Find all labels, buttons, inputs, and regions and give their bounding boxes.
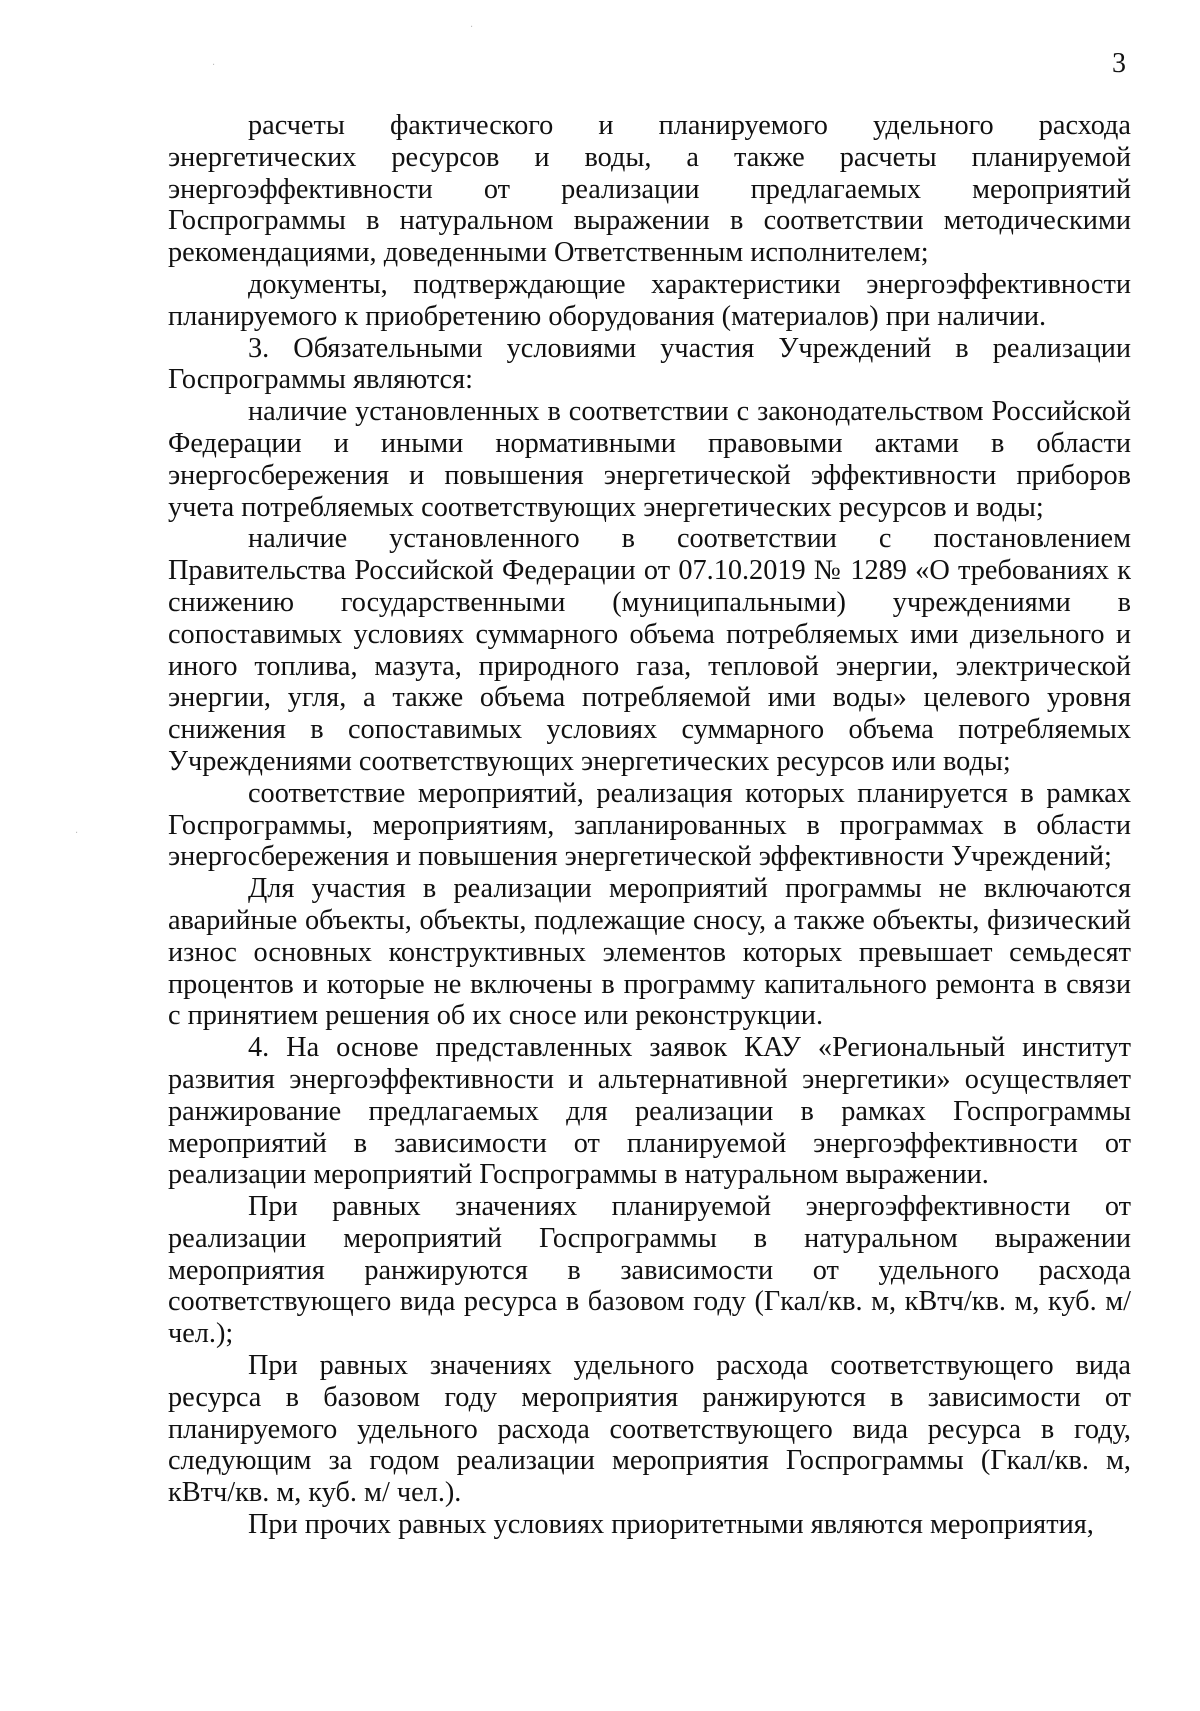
paragraph-priority: При прочих равных условиях приоритетными являются мероприятия, xyxy=(248,1509,1094,1541)
paragraph-exclusions: Для участия в реализации мероприятий программы не включаются аварийные объекты, объекты, подлежащие сносу, а также объекты, физический износ основных конструктивных элементов которых превышает семьдесят процентов и которые не включены в программу капитального ремонта в связи с принятием решения об их сносе или реконструкции. xyxy=(168,873,1131,1032)
paragraph-documents: документы, подтверждающие характеристики энергоэффективности планируемого к приобретению оборудования (материалов) при наличии. xyxy=(168,268,1131,332)
paragraph-target-level: наличие установленного в соответствии с постановлением Правительства Российской Федерации от 07.10.2019 № 1289 «О требованиях к снижению государственными (муниципальными) учреждениями в сопоставимых условиях суммарного объема потребляемых ими дизельного и иного топлива, мазута, природного газа, тепловой энергии, электрической энергии, угля, а также объема потребляемой ими воды» целевого уровня снижения в сопоставимых условиях суммарного объема потребляемых Учреждениями соответствующих энергетических ресурсов или воды; xyxy=(168,523,1131,777)
scan-speck: · xyxy=(470,22,474,33)
document-body xyxy=(168,110,1131,1541)
paragraph-calculations: расчеты фактического и планируемого удельного расхода энергетических ресурсов и воды, а также расчеты планируемой энергоэффективности от реализации предлагаемых мероприятий Госпрограммы в натуральном выражении в соответствии методическими рекомендациями, доведенными Ответственным исполнителем; xyxy=(168,110,1131,269)
paragraph-section-4: 4. На основе представленных заявок КАУ «Региональный институт развития энергоэффективности и альтернативной энергетики» осуществляет ранжирование предлагаемых для реализации в рамках Госпрограммы мероприятий в зависимости от планируемой энергоэффективности от реализации мероприятий Госпрограммы в натуральном выражении. xyxy=(168,1032,1131,1191)
paragraph-equal-efficiency: При равных значениях планируемой энергоэффективности от реализации мероприятий Госпрограммы в натуральном выражении мероприятия ранжируются в зависимости от удельного расхода соответствующего вида ресурса в базовом году (Гкал/кв. м, кВтч/кв. м, куб. м/чел.); xyxy=(168,1191,1131,1350)
paragraph-metering-devices: наличие установленных в соответствии с законодательством Российской Федерации и иными нормативными правовыми актами в области энергосбережения и повышения энергетической эффективности приборов учета потребляемых соответствующих энергетических ресурсов и воды; xyxy=(168,396,1131,523)
page-number: 3 xyxy=(1112,48,1126,79)
paragraph-compliance: соответствие мероприятий, реализация которых планируется в рамках Госпрограммы, мероприятиям, запланированных в программах в области энергосбережения и повышения энергетической эффективности Учреждений; xyxy=(168,777,1131,873)
paragraph-section-3: 3. Обязательными условиями участия Учреждений в реализации Госпрограммы являются: xyxy=(168,332,1131,396)
scan-speck: · xyxy=(75,828,79,839)
paragraph-equal-consumption: При равных значениях удельного расхода соответствующего вида ресурса в базовом году мероприятия ранжируются в зависимости от планируемого удельного расхода соответствующего вида ресурса в году, следующим за годом реализации мероприятия Госпрограммы (Гкал/кв. м, кВтч/кв. м, куб. м/ чел.). xyxy=(168,1350,1131,1509)
scan-speck: · xyxy=(212,60,216,71)
